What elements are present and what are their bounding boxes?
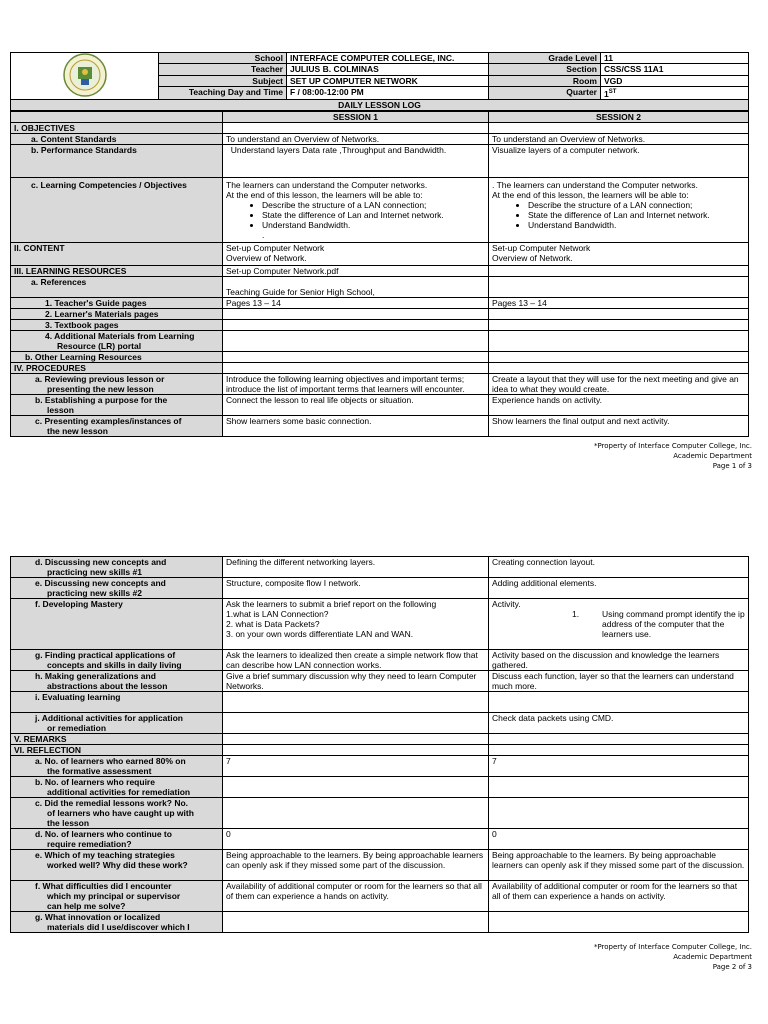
time-label: Teaching Day and Time <box>159 86 287 99</box>
footer1-page-number: Page 1 of 3 <box>712 462 752 470</box>
require-remediation-s2 <box>489 777 749 798</box>
subject-label: Subject <box>159 75 287 86</box>
additional-materials-label <box>11 331 223 352</box>
footer1-department: Academic Department <box>673 452 752 460</box>
practical-applications-s2: Activity based on the discussion and knowledge the learners gathered. <box>489 650 749 671</box>
content-s2 <box>489 243 749 266</box>
practical-applications-label <box>11 650 223 671</box>
other-resources-label: b. Other Learning Resources <box>11 352 223 363</box>
additional-activities-s2: Check data packets using CMD. <box>489 713 749 734</box>
difficulties-s1: Availability of additional computer or room for the learners so that all of them can experience a hands on activity. <box>223 881 489 912</box>
evaluating-s2 <box>489 692 749 713</box>
references-s1-text: Teaching Guide for Senior High School, <box>226 287 375 297</box>
evaluating-label: i. Evaluating learning <box>11 692 223 713</box>
school-label: School <box>159 53 287 64</box>
references-label: a. References <box>11 277 223 298</box>
session1-header: SESSION 1 <box>223 112 489 123</box>
time-value: F / 08:00-12:00 PM <box>287 86 489 99</box>
dm-s2-numbered <box>492 609 745 639</box>
require-remediation-label <box>11 777 223 798</box>
objectives-heading: I. OBJECTIVES <box>11 123 223 134</box>
presenting-examples-label <box>11 416 223 437</box>
discussing-2-line1: e. Discussing new concepts and <box>35 578 166 588</box>
additional-materials-s1 <box>223 331 489 352</box>
textbook-s2 <box>489 320 749 331</box>
performance-standards-s2: Visualize layers of a computer network. <box>489 145 749 178</box>
room-label: Room <box>489 75 601 86</box>
teachers-guide-s2: Pages 13 – 14 <box>489 298 749 309</box>
lc-s1-list <box>226 200 485 230</box>
innovation-label <box>11 912 223 933</box>
content-s1-line1: Set-up Computer Network <box>226 243 325 253</box>
additional-materials-s2 <box>489 331 749 352</box>
learners-materials-s1 <box>223 309 489 320</box>
procedures-s2 <box>489 363 749 374</box>
earned-80-line1: a. No. of learners who earned 80% on <box>35 756 186 766</box>
reflection-s2 <box>489 745 749 756</box>
page-2 <box>10 556 748 933</box>
references-s1 <box>223 277 489 298</box>
reviewing-lesson-line2: presenting the new lesson <box>47 384 154 394</box>
remarks-s1 <box>223 734 489 745</box>
strategies-s1: Being approachable to the learners. By being approachable learners can openly ask if they missed some part of the discussion. <box>223 850 489 881</box>
require-remediation-line1: b. No. of learners who require <box>35 777 155 787</box>
discussing-2-label <box>11 578 223 599</box>
discussing-1-s2: Creating connection layout. <box>489 557 749 578</box>
generalizations-s1: Give a brief summary discussion why they need to learn Computer Networks. <box>223 671 489 692</box>
lc-s1-bullet1: • Describe the structure of a LAN connection; <box>262 200 485 210</box>
lc-s2-bullet2: • State the difference of Lan and Internet network. <box>528 210 745 220</box>
footer-page1 <box>594 441 752 471</box>
difficulties-line2: which my principal or supervisor <box>47 891 181 901</box>
continue-remediation-line2: require remediation? <box>47 839 132 849</box>
continue-remediation-s1: 0 <box>223 829 489 850</box>
remedial-work-label <box>11 798 223 829</box>
innovation-s2 <box>489 912 749 933</box>
footer1-property: *Property of Interface Computer College, Inc. <box>593 442 752 450</box>
lc-s2-bullet3: • Understand Bandwidth. <box>528 220 745 230</box>
developing-mastery-label: f. Developing Mastery <box>11 599 223 650</box>
dm-s1-line2: 1.what is LAN Connection? <box>226 609 329 619</box>
learning-competencies-label: c. Learning Competencies / Objectives <box>11 178 223 243</box>
innovation-line1: g. What innovation or localized <box>35 912 161 922</box>
strategies-line2: worked well? Why did these work? <box>47 860 188 870</box>
learning-resources-s1: Set-up Computer Network.pdf <box>223 266 489 277</box>
establishing-purpose-s1: Connect the lesson to real life objects or situation. <box>223 395 489 416</box>
textbook-s1 <box>223 320 489 331</box>
lc-s2-line1: . The learners can understand the Computer networks. <box>492 180 698 190</box>
other-resources-s2 <box>489 352 749 363</box>
footer2-page-number: Page 2 of 3 <box>712 963 752 971</box>
other-resources-s1 <box>223 352 489 363</box>
performance-standards-label: b. Performance Standards <box>11 145 223 178</box>
lc-s1-bullet3: • Understand Bandwidth. <box>262 220 485 230</box>
school-seal-icon <box>63 53 107 97</box>
strategies-label <box>11 850 223 881</box>
additional-materials-line2: Resource (LR) portal <box>57 341 142 351</box>
dm-s2-line1: Activity. <box>492 599 521 609</box>
footer2-property: *Property of Interface Computer College, Inc. <box>593 943 752 951</box>
discussing-2-s1: Structure, composite flow I network. <box>223 578 489 599</box>
dm-s2-item: Using command prompt identify the ip address of the computer that the learners use. <box>602 609 745 639</box>
difficulties-s2: Availability of additional computer or room for the learners so that all of them can experience a hands on activity. <box>489 881 749 912</box>
reviewing-lesson-s1: Introduce the following learning objectives and important terms; introduce the list of important terms that learners will encounter. <box>223 374 489 395</box>
additional-materials-line1: 4. Additional Materials from Learning <box>45 331 195 341</box>
learning-resources-heading: III. LEARNING RESOURCES <box>11 266 223 277</box>
lc-s2-list <box>492 200 745 230</box>
generalizations-line1: h. Making generalizations and <box>35 671 156 681</box>
remedial-work-line2: of learners who have caught up with <box>47 808 194 818</box>
establishing-purpose-label <box>11 395 223 416</box>
lc-s1-bullet2: • State the difference of Lan and Internet network. <box>262 210 485 220</box>
earned-80-s1: 7 <box>223 756 489 777</box>
page-1 <box>10 52 748 437</box>
header-table <box>10 52 749 111</box>
reflection-heading: VI. REFLECTION <box>11 745 223 756</box>
require-remediation-s1 <box>223 777 489 798</box>
reviewing-lesson-label <box>11 374 223 395</box>
remarks-s2 <box>489 734 749 745</box>
developing-mastery-s2 <box>489 599 749 650</box>
practical-applications-line1: g. Finding practical applications of <box>35 650 176 660</box>
lc-s1-line1: The learners can understand the Computer networks. <box>226 180 428 190</box>
content-s1 <box>223 243 489 266</box>
establishing-purpose-line1: b. Establishing a purpose for the <box>35 395 168 405</box>
quarter-suffix: ST <box>608 88 617 95</box>
remedial-work-s1 <box>223 798 489 829</box>
content-s2-line2: Overview of Network. <box>492 253 573 263</box>
lesson-table-page2 <box>10 556 749 933</box>
lesson-table-page1 <box>10 111 749 437</box>
reviewing-lesson-line1: a. Reviewing previous lesson or <box>35 374 165 384</box>
teachers-guide-s1: Pages 13 – 14 <box>223 298 489 309</box>
earned-80-label <box>11 756 223 777</box>
discussing-1-label <box>11 557 223 578</box>
lc-s1-line2: At the end of this lesson, the learners will be able to: <box>226 190 423 200</box>
content-standards-s1: To understand an Overview of Networks. <box>223 134 489 145</box>
additional-activities-line2: or remediation <box>47 723 107 733</box>
dm-s1-line4: 3. on your own words differentiate LAN and WAN. <box>226 629 414 639</box>
content-standards-label: a. Content Standards <box>11 134 223 145</box>
learning-competencies-s1 <box>223 178 489 243</box>
generalizations-s2: Discuss each function, layer so that the learners can understand much more. <box>489 671 749 692</box>
remedial-work-line3: the lesson <box>47 818 90 828</box>
developing-mastery-s1 <box>223 599 489 650</box>
earned-80-line2: the formative assessment <box>47 766 152 776</box>
grade-label: Grade Level <box>489 53 601 64</box>
learning-competencies-s2 <box>489 178 749 243</box>
additional-activities-s1 <box>223 713 489 734</box>
strategies-s2: Being approachable to the learners. By being approachable learners can openly ask if they missed some part of the discussion. <box>489 850 749 881</box>
dm-s1-line3: 2. what is Data Packets? <box>226 619 320 629</box>
quarter-number: 1 <box>604 88 609 99</box>
references-s2 <box>489 277 749 298</box>
dm-s2-number: 1. <box>572 609 580 619</box>
difficulties-line1: f. What difficulties did I encounter <box>35 881 172 891</box>
continue-remediation-line1: d. No. of learners who continue to <box>35 829 172 839</box>
presenting-examples-line2: the new lesson <box>47 426 108 436</box>
presenting-examples-line1: c. Presenting examples/instances of <box>35 416 182 426</box>
practical-applications-s1: Ask the learners to idealized then create a simple network flow that can describe how LAN connection works. <box>223 650 489 671</box>
content-s2-line1: Set-up Computer Network <box>492 243 591 253</box>
innovation-line2: materials did I use/discover which I <box>47 922 190 932</box>
strategies-line1: e. Which of my teaching strategies <box>35 850 175 860</box>
additional-activities-label <box>11 713 223 734</box>
innovation-s1 <box>223 912 489 933</box>
require-remediation-line2: additional activities for remediation <box>47 787 191 797</box>
continue-remediation-s2: 0 <box>489 829 749 850</box>
room-value: VGD <box>601 75 749 86</box>
school-logo-cell <box>11 53 159 100</box>
learners-materials-s2 <box>489 309 749 320</box>
remedial-work-s2 <box>489 798 749 829</box>
continue-remediation-label <box>11 829 223 850</box>
teacher-label: Teacher <box>159 64 287 75</box>
section-value: CSS/CSS 11A1 <box>601 64 749 75</box>
subject-value: SET UP COMPUTER NETWORK <box>287 75 489 86</box>
school-value: INTERFACE COMPUTER COLLEGE, INC. <box>287 53 489 64</box>
establishing-purpose-line2: lesson <box>47 405 74 415</box>
quarter-value <box>601 86 749 99</box>
discussing-2-line2: practicing new skills #2 <box>47 588 142 598</box>
lc-s2-bullet1: • Describe the structure of a LAN connection; <box>528 200 745 210</box>
lc-s2-line2: At the end of this lesson, the learners will be able to: <box>492 190 689 200</box>
textbook-label: 3. Textbook pages <box>11 320 223 331</box>
discussing-2-s2: Adding additional elements. <box>489 578 749 599</box>
content-standards-s2: To understand an Overview of Networks. <box>489 134 749 145</box>
remedial-work-line1: c. Did the remedial lessons work? No. <box>35 798 189 808</box>
dm-s1-line1: Ask the learners to submit a brief report on the following <box>226 599 437 609</box>
session2-header: SESSION 2 <box>489 112 749 123</box>
remarks-heading: V. REMARKS <box>11 734 223 745</box>
practical-applications-line2: concepts and skills in daily living <box>47 660 182 670</box>
discussing-1-s1: Defining the different networking layers. <box>223 557 489 578</box>
discussing-1-line1: d. Discussing new concepts and <box>35 557 167 567</box>
reviewing-lesson-s2: Create a layout that they will use for the next meeting and give an idea to what they would create. <box>489 374 749 395</box>
quarter-label: Quarter <box>489 86 601 99</box>
presenting-examples-s2: Show learners the final output and next activity. <box>489 416 749 437</box>
additional-activities-line1: j. Additional activities for application <box>35 713 183 723</box>
generalizations-line2: abstractions about the lesson <box>47 681 168 691</box>
earned-80-s2: 7 <box>489 756 749 777</box>
teacher-value: JULIUS B. COLMINAS <box>287 64 489 75</box>
learners-materials-label: 2. Learner's Materials pages <box>11 309 223 320</box>
evaluating-s1 <box>223 692 489 713</box>
lc-s1-tail: . <box>262 230 265 240</box>
log-title: DAILY LESSON LOG <box>11 100 749 111</box>
procedures-heading: IV. PROCEDURES <box>11 363 223 374</box>
objectives-s1 <box>223 123 489 134</box>
presenting-examples-s1: Show learners some basic connection. <box>223 416 489 437</box>
generalizations-label <box>11 671 223 692</box>
discussing-1-line2: practicing new skills #1 <box>47 567 142 577</box>
section-label: Section <box>489 64 601 75</box>
footer-page2 <box>594 942 752 972</box>
teachers-guide-label: 1. Teacher's Guide pages <box>11 298 223 309</box>
reflection-s1 <box>223 745 489 756</box>
learning-resources-s2 <box>489 266 749 277</box>
content-s1-line2: Overview of Network. <box>226 253 307 263</box>
performance-standards-s1: Understand layers Data rate ,Throughput and Bandwidth. <box>223 145 489 178</box>
objectives-s2 <box>489 123 749 134</box>
blank-head <box>11 112 223 123</box>
footer2-department: Academic Department <box>673 953 752 961</box>
grade-value: 11 <box>601 53 749 64</box>
content-heading: II. CONTENT <box>11 243 223 266</box>
difficulties-line3: can help me solve? <box>47 901 126 911</box>
establishing-purpose-s2: Experience hands on activity. <box>489 395 749 416</box>
procedures-s1 <box>223 363 489 374</box>
difficulties-label <box>11 881 223 912</box>
